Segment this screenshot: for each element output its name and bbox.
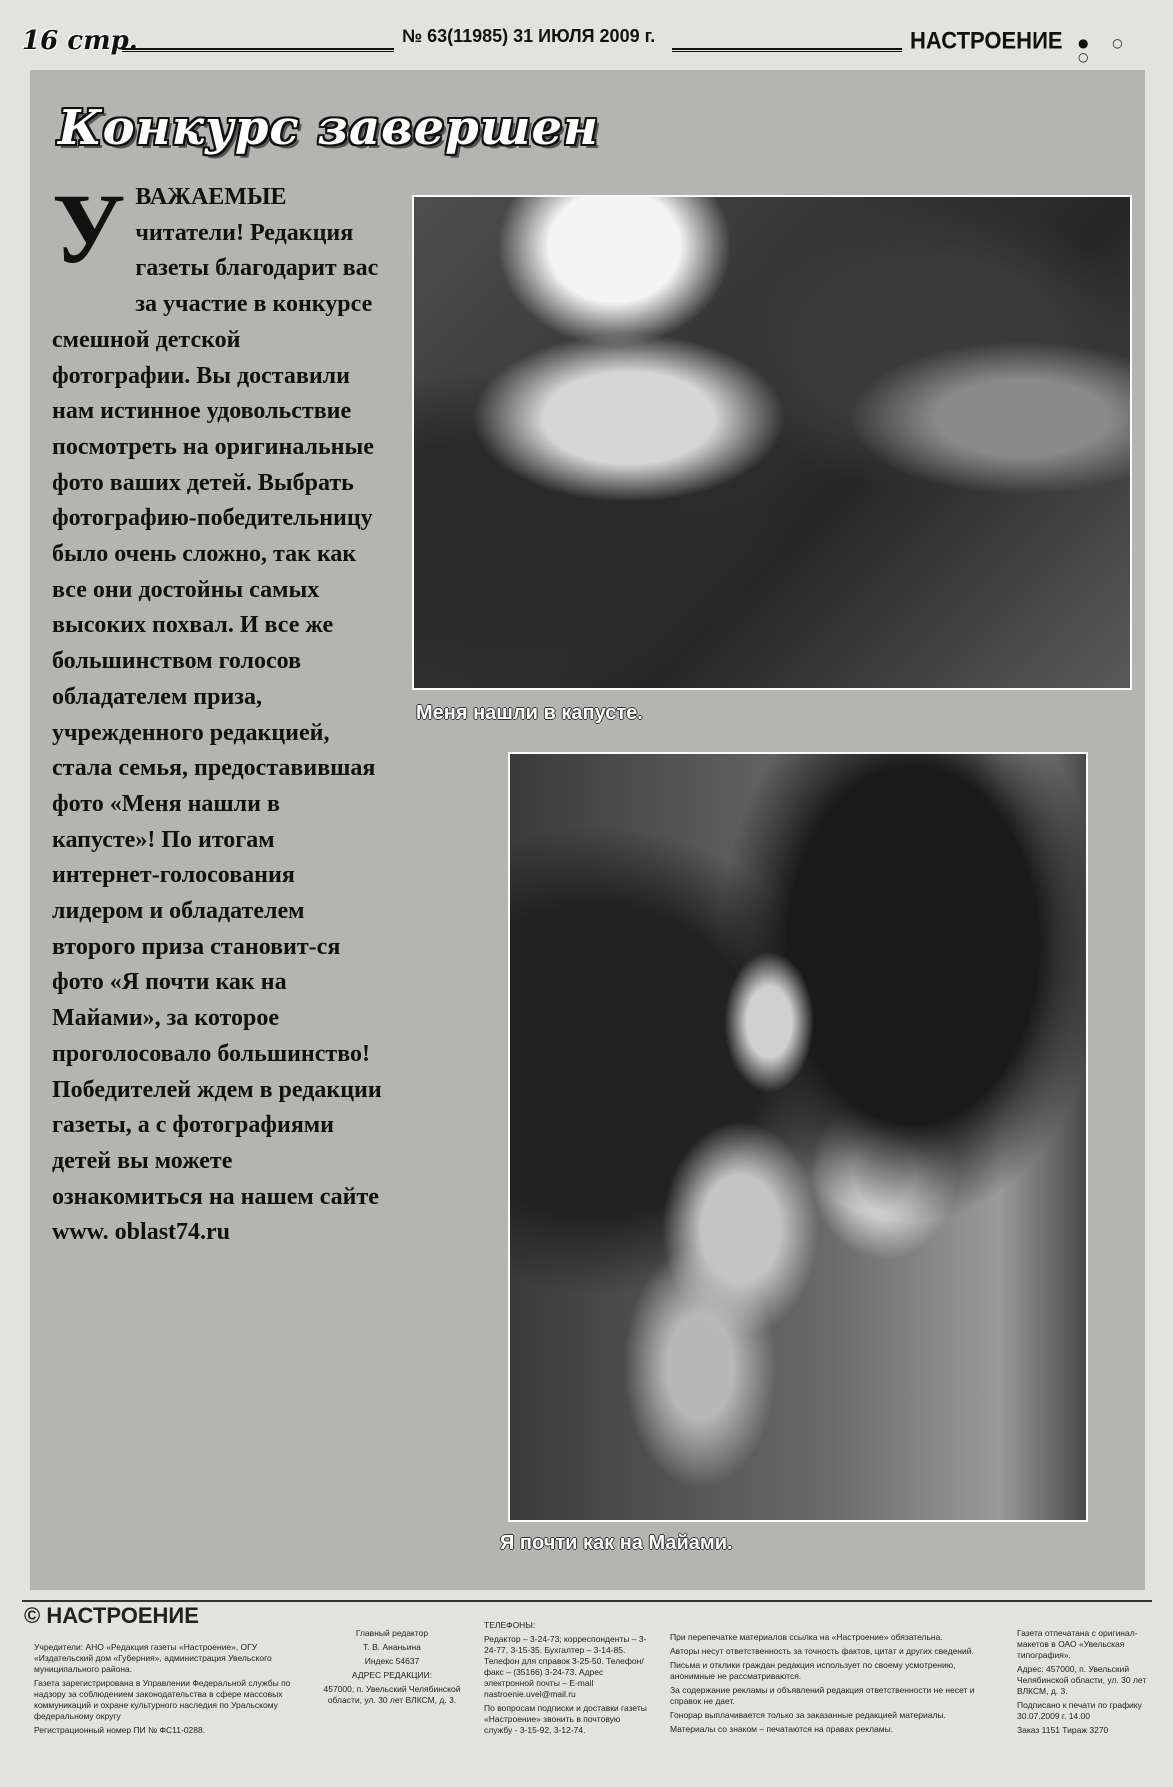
- article-panel: [30, 70, 1145, 1590]
- editorial-address: 457000, п. Увельский Челябинской области, ул. 30 лет ВЛКСМ, д. 3.: [323, 1684, 461, 1705]
- photo-caption-1: Меня нашли в капусте.: [416, 702, 643, 724]
- footer-phones: [484, 1620, 649, 1739]
- header-rule-left: [122, 48, 394, 52]
- issue-info: № 63(11985) 31 ИЮЛЯ 2009 г.: [402, 26, 656, 46]
- photo-miami: [508, 752, 1088, 1522]
- article-title: Конкурс завершен: [58, 100, 600, 156]
- photo-caption-2: Я почти как на Майами.: [500, 1532, 733, 1554]
- ads-mark-notice: Материалы со знаком – печатаются на правах рекламы.: [670, 1724, 894, 1734]
- founders-text: Учредители: АНО «Редакция газеты «Настроение», ОГУ «Издательский дом «Губерния», администрация Увельского муниципального района.: [34, 1642, 272, 1674]
- footer-printing: [1017, 1628, 1152, 1739]
- subscription-info: По вопросам подписки и доставки газеты «Настроение» звонить в почтовую службу - 3-15-92, 3-12-74.: [484, 1703, 647, 1735]
- registration-text: Газета зарегистрирована в Управлении Федеральной службы по надзору за соблюдением законодательства в сфере массовых коммуникаций и охране культурного наследия по Уральскому федеральному округу: [34, 1678, 291, 1721]
- footer-founders: [34, 1642, 304, 1739]
- fee-notice: Гонорар выплачивается только за заказанные редакцией материалы.: [670, 1710, 946, 1720]
- phones-title: ТЕЛЕФОНЫ:: [484, 1620, 536, 1630]
- newspaper-brand: НАСТРОЕНИЕ: [910, 26, 1063, 55]
- address-title: АДРЕС РЕДАКЦИИ:: [351, 1670, 433, 1680]
- letters-notice: Письма и отклики граждан редакция использует по своему усмотрению, анонимные не рассматриваются.: [670, 1660, 956, 1681]
- reprint-notice: При перепечатке материалов ссылка на «Настроение» обязательна.: [670, 1632, 943, 1642]
- page-number: 16 стр.: [22, 26, 138, 56]
- editor-name: Т. В. Ананьина: [363, 1642, 421, 1652]
- subscription-index: Индекс 54637: [364, 1656, 420, 1666]
- imprint-footer: [22, 1600, 1152, 1770]
- registration-number: Регистрационный номер ПИ № ФС11-0288.: [34, 1725, 206, 1735]
- order-info: Заказ 1151 Тираж 3270: [1017, 1725, 1109, 1735]
- signed-info: Подписано к печати по графику 30.07.2009 г. 14.00: [1017, 1700, 1142, 1721]
- page-header: [22, 22, 1152, 62]
- article-text: ВАЖАЕМЫЕ читатели! Редакция газеты благодарит вас за участие в конкурсе смешной детской фотографии. Вы доставили нам истинное удовольствие посмотреть на оригинальные фото ваших детей. Выбрать фотографию-победительницу было очень сложно, так как все они достойны самых высоких похвал. И все же большинством голосов обладателем приза, учрежденного редакцией, стала семья, предоставившая фото «Меня нашли в капусте»! По итогам интернет-голосования лидером и обладателем второго приза становит-ся фото «Я почти как на Майами», за которое проголосовало большинство! Победителей ждем в редакции газеты, а с фотографиями детей вы можете ознакомиться на нашем сайте www. oblast74.ru: [52, 184, 382, 1246]
- drop-cap: У: [52, 173, 126, 284]
- authors-notice: Авторы несут ответственность за точность фактов, цитат и других сведений.: [670, 1646, 974, 1656]
- article-body: [52, 173, 382, 1251]
- photo-cabbage: [412, 195, 1132, 690]
- footer-notices: [670, 1632, 1000, 1738]
- printing-info: Газета отпечатана с оригинал-макетов в ОАО «Увельская типография».: [1017, 1628, 1138, 1660]
- footer-logo: © НАСТРОЕНИЕ: [24, 1603, 199, 1628]
- decorative-dots-icon: ● ○ ○: [1078, 36, 1133, 64]
- printing-address: Адрес: 457000, п. Увельский Челябинской области, ул. 30 лет ВЛКСМ, д. 3.: [1017, 1664, 1147, 1696]
- footer-editor: [322, 1628, 462, 1709]
- editor-title: Главный редактор: [355, 1628, 429, 1638]
- phones-list: Редактор – 3-24-73; корреспонденты – 3-24-77, 3-15-35. Бухгалтер – 3-14-85. Телефон для справок 3-25-50. Телефон/факс – (35166) 3-24-73. Адрес электронной почты – E-mail nastroenie.uvel@mail.ru: [484, 1634, 647, 1699]
- ads-notice: За содержание рекламы и объявлений редакция ответственности не несет и справок не дает.: [670, 1685, 975, 1706]
- header-rule-right: [672, 48, 902, 52]
